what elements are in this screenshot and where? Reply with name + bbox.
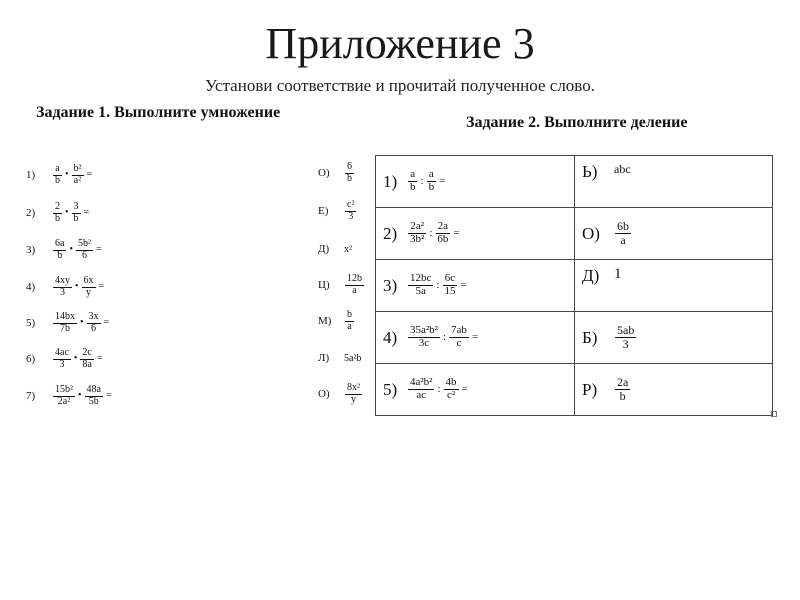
option-letter: О)	[318, 167, 330, 179]
table-row	[376, 312, 773, 364]
answer-option	[318, 308, 355, 334]
numerator: 4ac	[55, 347, 69, 358]
math-expression	[407, 169, 447, 193]
task1-item	[26, 310, 111, 336]
numerator: 6a	[55, 238, 65, 249]
denominator: 3b²	[410, 233, 425, 245]
numerator: 3x	[88, 311, 99, 322]
math-expression	[407, 377, 470, 401]
equals-sign: =	[453, 227, 460, 240]
expression-cell	[376, 156, 575, 208]
numerator: a	[55, 163, 60, 174]
numerator: 4xy	[55, 275, 70, 286]
item-number: 1)	[26, 169, 36, 181]
denominator: b	[55, 174, 60, 186]
equals-sign: =	[83, 207, 90, 219]
operator: •	[65, 207, 69, 219]
denominator: 2a²	[57, 395, 71, 407]
task1-item	[26, 237, 104, 263]
operator: •	[75, 281, 79, 293]
denominator: y	[86, 286, 92, 298]
answer-cell	[575, 260, 773, 312]
table-row	[376, 260, 773, 312]
answer-option	[318, 236, 352, 262]
equals-sign: =	[105, 390, 112, 402]
operator: :	[442, 331, 447, 344]
division-table	[375, 155, 773, 416]
table-row	[376, 156, 773, 208]
item-number: 1)	[383, 171, 398, 191]
denominator: 6b	[437, 233, 449, 245]
option-value: x²	[344, 243, 352, 255]
option-letter: Д)	[582, 266, 600, 285]
math-expression	[52, 164, 94, 186]
numerator: b	[347, 309, 352, 320]
denominator: ac	[416, 389, 427, 401]
numerator: 7ab	[451, 324, 467, 337]
numerator: 6b	[617, 219, 629, 234]
option-letter: М)	[318, 315, 332, 327]
numerator: 12b	[347, 273, 362, 284]
answer-cell	[575, 364, 773, 416]
math-expression	[52, 239, 104, 261]
equals-sign: =	[95, 244, 102, 256]
denominator: 6	[81, 249, 87, 261]
equals-sign: =	[461, 383, 468, 396]
answer-option	[318, 198, 357, 224]
answer-option	[318, 272, 365, 298]
answer-cell	[575, 312, 773, 364]
resize-handle	[771, 411, 777, 417]
option-letter: О)	[582, 223, 600, 243]
denominator: c	[456, 337, 462, 349]
denominator: a	[347, 320, 352, 332]
item-number: 5)	[26, 317, 36, 329]
task1-item	[26, 346, 105, 372]
item-number: 7)	[26, 390, 36, 402]
numerator: 2a	[617, 375, 629, 390]
operator: :	[436, 279, 440, 292]
operator: :	[437, 383, 441, 396]
item-number: 3)	[383, 275, 398, 295]
expression-cell	[376, 364, 575, 416]
denominator: 8a	[82, 358, 92, 370]
equals-sign: =	[86, 169, 93, 181]
expression-cell	[376, 260, 575, 312]
denominator: b	[428, 181, 435, 193]
denominator: 3	[348, 210, 354, 222]
expression-cell	[376, 208, 575, 260]
numerator: 4b	[445, 376, 457, 389]
denominator: 7b	[60, 322, 70, 334]
denominator: 3	[622, 337, 629, 351]
table-row	[376, 208, 773, 260]
numerator: 2c	[82, 347, 92, 358]
denominator: b	[619, 389, 626, 403]
math-expression	[52, 348, 105, 370]
denominator: c²	[446, 389, 456, 401]
math-expression	[52, 276, 106, 298]
item-number: 4)	[26, 281, 36, 293]
task1-heading: Задание 1. Выполните умножение	[36, 104, 281, 121]
numerator: 2	[55, 201, 60, 212]
numerator: 6	[347, 161, 352, 172]
numerator: 12bc	[410, 272, 432, 285]
denominator: a²	[73, 174, 82, 186]
answer-cell	[575, 156, 773, 208]
numerator: 2a	[437, 220, 449, 233]
denominator: 3	[59, 358, 65, 370]
numerator: 15b²	[55, 384, 73, 395]
numerator: 6x	[83, 275, 94, 286]
option-value: 5a²b	[344, 352, 362, 364]
operator: •	[69, 244, 73, 256]
option-value: abc	[614, 162, 631, 176]
math-expression	[52, 202, 91, 224]
denominator: b	[347, 172, 352, 184]
item-number: 6)	[26, 353, 36, 365]
option-letter: Л)	[318, 352, 330, 364]
equals-sign: =	[439, 175, 446, 188]
item-number: 2)	[383, 223, 398, 243]
operator: •	[80, 317, 84, 329]
math-expression	[52, 385, 114, 407]
expression-cell	[376, 312, 575, 364]
operator: :	[429, 227, 433, 240]
equals-sign: =	[460, 279, 467, 292]
option-letter: Д)	[318, 243, 330, 255]
answer-cell	[575, 208, 773, 260]
option-letter: О)	[318, 388, 330, 400]
denominator: 6	[91, 322, 97, 334]
option-letter: Е)	[318, 205, 329, 217]
answer-option	[318, 381, 363, 407]
numerator: 14bx	[55, 311, 75, 322]
denominator: b	[410, 181, 416, 193]
math-expression	[407, 221, 462, 245]
numerator: 5b²	[77, 238, 91, 249]
math-expression	[52, 312, 111, 334]
numerator: 48a	[86, 384, 101, 395]
item-number: 4)	[383, 327, 398, 347]
numerator: 35a²b²	[410, 324, 438, 337]
operator: •	[73, 353, 78, 365]
math-expression	[407, 273, 469, 297]
operator: :	[420, 175, 424, 188]
denominator: 5b	[88, 395, 99, 407]
numerator: a	[410, 168, 416, 181]
numerator: 3	[73, 201, 79, 212]
equals-sign: =	[96, 353, 103, 365]
answer-option	[318, 160, 355, 186]
task2-heading: Задание 2. Выполните деление	[466, 114, 688, 131]
option-letter: Р)	[582, 379, 598, 399]
option-value: 1	[614, 266, 622, 282]
item-number: 3)	[26, 244, 36, 256]
math-expression	[407, 325, 480, 349]
numerator: a	[428, 168, 434, 181]
numerator: 2a²	[410, 220, 424, 233]
table-row	[376, 364, 773, 416]
denominator: 3c	[418, 337, 430, 349]
denominator: a	[620, 233, 626, 247]
numerator: 5ab	[617, 323, 635, 338]
denominator: b	[57, 249, 63, 261]
denominator: b	[55, 212, 60, 224]
option-letter: Ц)	[318, 279, 330, 291]
numerator: 6c	[444, 272, 456, 285]
option-letter: Ь)	[582, 162, 598, 181]
equals-sign: =	[98, 281, 105, 293]
task1-item	[26, 200, 91, 226]
option-letter: Б)	[582, 327, 598, 347]
page-title: Приложение 3	[265, 19, 535, 68]
denominator: y	[351, 393, 356, 405]
task1-item	[26, 383, 114, 409]
denominator: 3	[60, 286, 65, 298]
denominator: 5a	[415, 285, 426, 297]
numerator: b²	[73, 163, 82, 174]
operator: •	[78, 390, 82, 402]
numerator: 8x²	[347, 382, 360, 393]
equals-sign: =	[471, 331, 479, 344]
denominator: a	[352, 284, 357, 296]
equals-sign: =	[103, 317, 110, 329]
answer-option	[318, 345, 361, 371]
item-number: 5)	[383, 379, 398, 399]
denominator: b	[73, 212, 79, 224]
instruction-subtitle: Установи соответствие и прочитай полученное слово.	[205, 76, 595, 95]
task1-item	[26, 162, 94, 188]
operator: •	[65, 169, 69, 181]
numerator: c²	[347, 199, 355, 210]
item-number: 2)	[26, 207, 36, 219]
denominator: 15	[444, 285, 456, 297]
numerator: 4a²b²	[410, 376, 433, 389]
task1-item	[26, 274, 106, 300]
